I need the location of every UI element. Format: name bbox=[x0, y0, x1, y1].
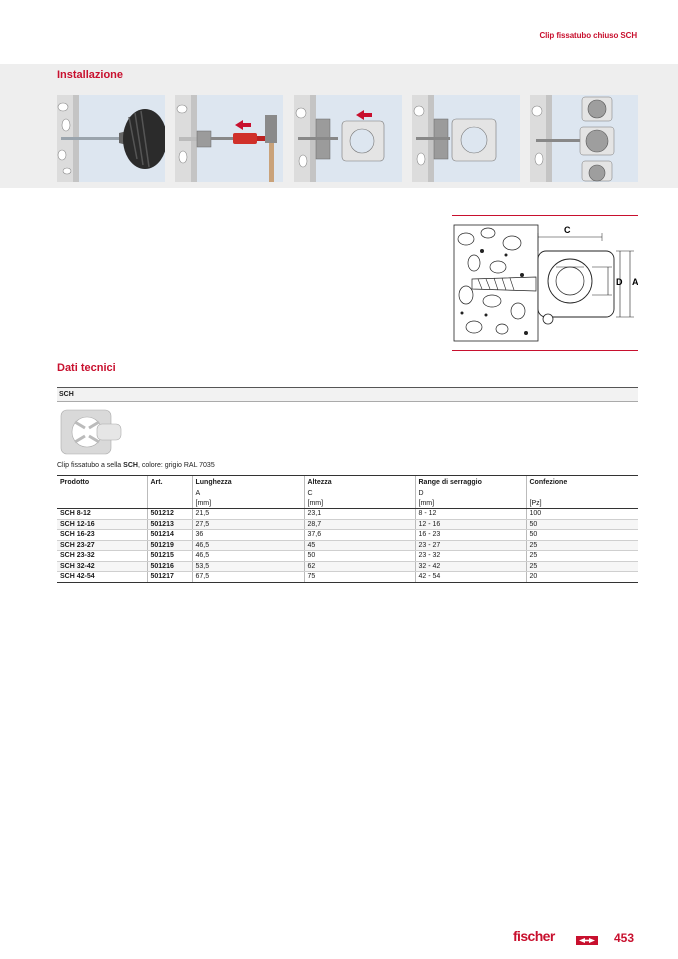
cell-product: SCH 16-23 bbox=[57, 530, 147, 541]
install-step-2-hammer bbox=[175, 95, 283, 182]
col-sub-pack bbox=[526, 489, 638, 499]
page-number: 453 bbox=[614, 931, 635, 945]
label-a: A bbox=[632, 277, 638, 287]
table-row bbox=[57, 509, 638, 520]
product-code: SCH bbox=[59, 391, 74, 398]
dimension-drawing bbox=[452, 215, 638, 353]
col-unit-height: [mm] bbox=[304, 499, 415, 509]
cell-clamp-range: 42 - 54 bbox=[415, 572, 526, 583]
cell-art: 501215 bbox=[147, 551, 192, 562]
cell-art: 501212 bbox=[147, 509, 192, 520]
brand-logo: fischer bbox=[513, 928, 555, 944]
cell-clamp-range: 23 - 27 bbox=[415, 540, 526, 551]
cell-product: SCH 42-54 bbox=[57, 572, 147, 583]
caption-prefix: Clip fissatubo a sella bbox=[57, 462, 124, 469]
table-row bbox=[57, 519, 638, 530]
page-header-title: Clip fissatubo chiuso SCH bbox=[539, 31, 637, 40]
col-sub-product bbox=[57, 489, 147, 499]
product-code-bar bbox=[57, 387, 638, 402]
col-unit-clamp-range: [mm] bbox=[415, 499, 526, 509]
cell-height: 75 bbox=[304, 572, 415, 583]
caption-product: SCH bbox=[123, 462, 138, 469]
table-row bbox=[57, 540, 638, 551]
cell-height: 23,1 bbox=[304, 509, 415, 520]
cell-product: SCH 32-42 bbox=[57, 561, 147, 572]
col-header-product: Prodotto bbox=[57, 476, 147, 490]
cell-length: 67,5 bbox=[192, 572, 304, 583]
table-row bbox=[57, 530, 638, 541]
col-unit-length: [mm] bbox=[192, 499, 304, 509]
cell-height: 62 bbox=[304, 561, 415, 572]
table-row bbox=[57, 551, 638, 562]
col-sub-art bbox=[147, 489, 192, 499]
cell-art: 501216 bbox=[147, 561, 192, 572]
col-header-pack: Confezione bbox=[526, 476, 638, 490]
installation-steps bbox=[57, 95, 638, 182]
cell-pack: 100 bbox=[526, 509, 638, 520]
cell-clamp-range: 32 - 42 bbox=[415, 561, 526, 572]
col-sub-length: A bbox=[192, 489, 304, 499]
cell-product: SCH 23-32 bbox=[57, 551, 147, 562]
cell-product: SCH 23-27 bbox=[57, 540, 147, 551]
cell-art: 501213 bbox=[147, 519, 192, 530]
cell-length: 46,5 bbox=[192, 551, 304, 562]
col-sub-clamp-range: D bbox=[415, 489, 526, 499]
cell-pack: 50 bbox=[526, 530, 638, 541]
col-header-art: Art. bbox=[147, 476, 192, 490]
product-caption bbox=[57, 462, 215, 469]
col-unit-product bbox=[57, 499, 147, 509]
label-c: C bbox=[564, 225, 571, 235]
col-header-height: Altezza bbox=[304, 476, 415, 490]
cell-height: 37,6 bbox=[304, 530, 415, 541]
cell-art: 501219 bbox=[147, 540, 192, 551]
cell-height: 45 bbox=[304, 540, 415, 551]
cell-pack: 25 bbox=[526, 540, 638, 551]
cell-art: 501217 bbox=[147, 572, 192, 583]
col-unit-pack: [Pz] bbox=[526, 499, 638, 509]
col-unit-art bbox=[147, 499, 192, 509]
cell-length: 27,5 bbox=[192, 519, 304, 530]
brand-mark-icon bbox=[576, 932, 598, 941]
cell-product: SCH 8-12 bbox=[57, 509, 147, 520]
spec-table bbox=[57, 475, 638, 583]
cell-pack: 50 bbox=[526, 519, 638, 530]
cell-pack: 25 bbox=[526, 551, 638, 562]
col-header-length: Lunghezza bbox=[192, 476, 304, 490]
install-step-3-press-clip bbox=[294, 95, 402, 182]
cell-clamp-range: 8 - 12 bbox=[415, 509, 526, 520]
cell-clamp-range: 23 - 32 bbox=[415, 551, 526, 562]
cell-art: 501214 bbox=[147, 530, 192, 541]
cell-length: 53,5 bbox=[192, 561, 304, 572]
col-sub-height: C bbox=[304, 489, 415, 499]
cell-length: 21,5 bbox=[192, 509, 304, 520]
install-step-4-mounted bbox=[412, 95, 520, 182]
drawing-bottom-rule bbox=[452, 350, 638, 351]
col-header-clamp-range: Range di serraggio bbox=[415, 476, 526, 490]
cell-clamp-range: 12 - 16 bbox=[415, 519, 526, 530]
cell-pack: 25 bbox=[526, 561, 638, 572]
table-row bbox=[57, 572, 638, 583]
cell-length: 46,5 bbox=[192, 540, 304, 551]
table-row bbox=[57, 561, 638, 572]
technical-data-heading: Dati tecnici bbox=[57, 362, 116, 374]
cell-height: 50 bbox=[304, 551, 415, 562]
label-d: D bbox=[616, 277, 623, 287]
cell-clamp-range: 16 - 23 bbox=[415, 530, 526, 541]
cell-product: SCH 12-16 bbox=[57, 519, 147, 530]
install-step-5-pipes bbox=[530, 95, 638, 182]
install-step-1-drill bbox=[57, 95, 165, 182]
installation-heading: Installazione bbox=[57, 69, 124, 81]
cell-length: 36 bbox=[192, 530, 304, 541]
cell-pack: 20 bbox=[526, 572, 638, 583]
cell-height: 28,7 bbox=[304, 519, 415, 530]
caption-suffix: , colore: grigio RAL 7035 bbox=[137, 462, 215, 469]
product-image bbox=[57, 408, 123, 458]
